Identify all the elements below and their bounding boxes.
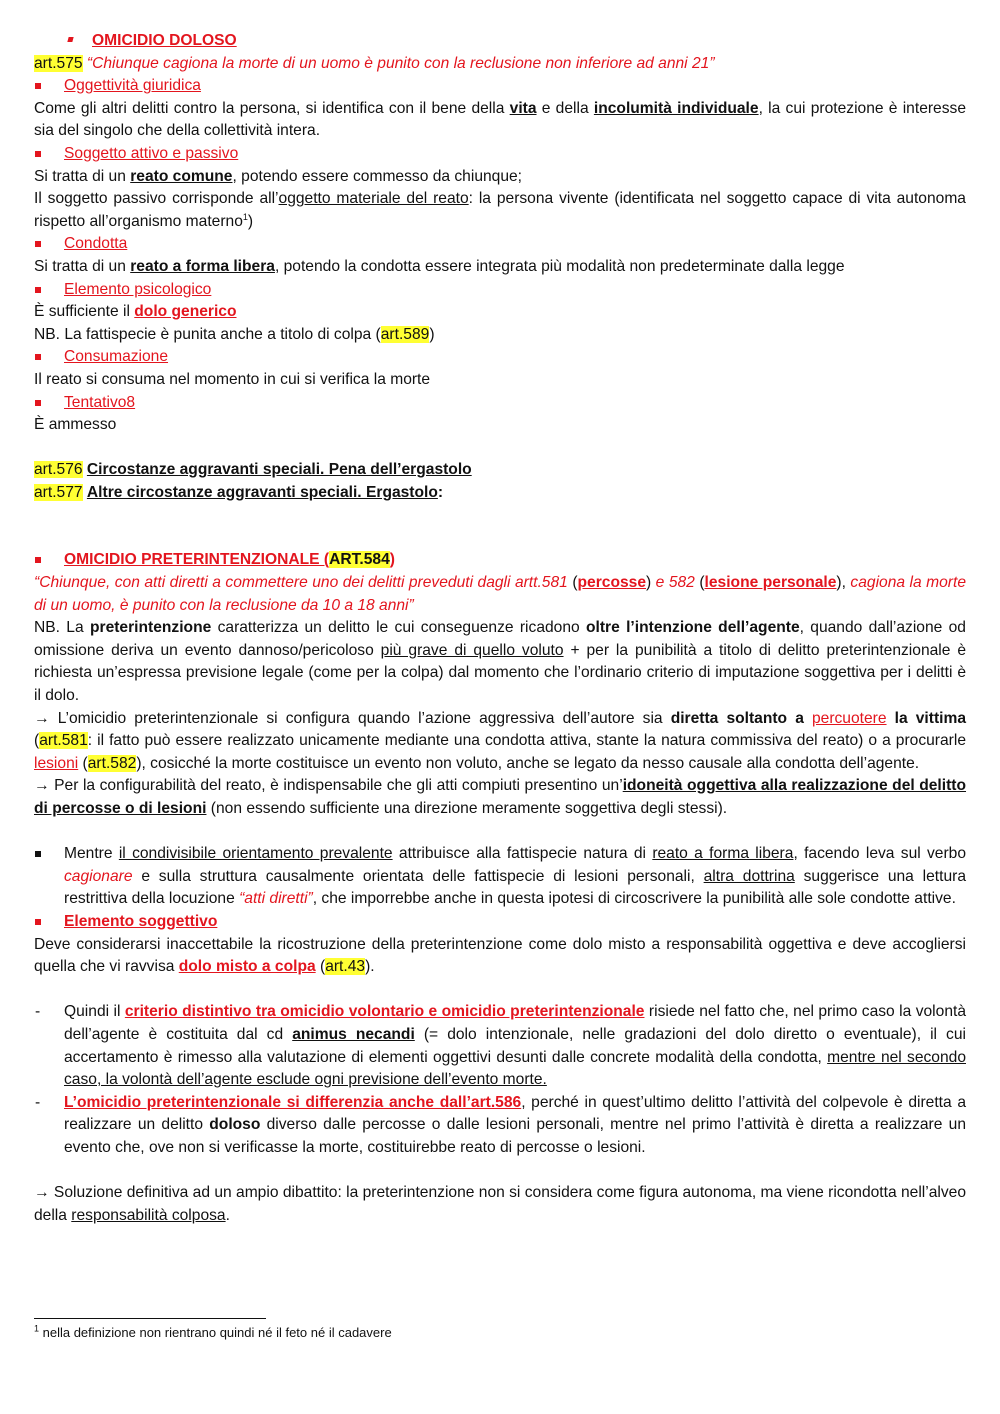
term-preterintenzione: preterintenzione [89,619,212,637]
bullet-icon [35,400,41,406]
term-orientamento: il condivisibile orientamento prevalente [118,845,393,863]
subheading-text: Soggetto attivo e passivo [64,144,239,162]
footnote [34,1325,392,1340]
section-heading-omicidio-preterintenzionale [34,549,966,572]
term-lesione: lesione personale [704,574,837,592]
paragraph-nb-preterintenzione [34,617,966,707]
text: caratterizza un delitto le cui conseguenze ricadono [211,619,586,637]
term-percuotere: percuotere [811,709,887,727]
text: , che imporrebbe anche in questa ipotesi di circoscrivere la punibilità alle sole condotte attive. [312,890,956,908]
term-animus-necandi: animus necandi [292,1025,415,1043]
arrow-right-icon: → [34,777,50,795]
text: : il fatto può essere realizzato unicamente mediante una condotta attiva, stante la natura commissiva del reato) o a procurarle [87,732,966,750]
subheading-consumazione [34,346,966,369]
text: “Chiunque, con atti diretti a commettere uno dei delitti preveduti dagli artt.581 [34,574,573,592]
text: ), [836,574,846,592]
paragraph-oggettivita [34,98,966,143]
footnote-ref[interactable]: 1 [242,211,248,222]
article-title: Circostanze aggravanti speciali. Pena dell’ergastolo [86,461,472,479]
text: : [437,483,444,501]
term-atti-diretti: “atti diretti” [239,890,313,908]
term-altra-dottrina: altra dottrina [703,867,795,885]
paragraph-arrow-configurabilita [34,775,966,820]
term-oggetto-materiale: oggetto materiale del reato [278,190,469,208]
text: diverso dalle percosse o dalle lesioni personali, mentre nel primo l’attività è diretta a realizzare un evento che, ove non si verificasse la morte, costituirebbe reato di percosse o lesioni. [64,1116,966,1156]
term-reato-comune: reato comune [130,167,233,185]
subheading-text: Elemento soggettivo [64,912,218,930]
arrow-right-icon: → [34,1184,50,1202]
paragraph-soggetto-2 [34,188,966,233]
text: ), cosicché la morte costituisce un evento non voluto, anche se legato da nesso causale alla condotta dell’agente. [136,754,920,772]
list-item-mentre [34,843,966,911]
list-item-art586 [34,1092,966,1160]
term-lesioni: lesioni [34,754,79,772]
term-secondo-caso: mentre nel secondo caso, la volontà dell’agente esclude ogni previsione dell’evento morte. [64,1048,966,1089]
text: ( [572,574,578,592]
paragraph-soluzione [34,1182,966,1227]
dash-marker: - [35,1003,41,1021]
subheading-text: Elemento psicologico [64,280,212,298]
text: ) [646,574,652,592]
term-vittima: la vittima [886,709,967,727]
bullet-icon [35,83,41,89]
text: Quindi il [64,1003,125,1021]
text: e 582 [651,574,700,592]
term-percosse: percosse [577,574,646,592]
dash-marker: - [35,1093,41,1111]
term-piu-grave: più grave di quello voluto [380,641,564,659]
term-diretta: diretta soltanto a [670,709,812,727]
text: Mentre [64,845,119,863]
paragraph-tentativo: È ammesso [34,416,117,434]
text: Si tratta di un [34,257,131,275]
paragraph-elemento-soggettivo [34,934,966,979]
text: risiede nel fatto che, nel primo caso la volontà dell’agente è costituita dal cd [64,1003,966,1043]
text: , facendo leva sul verbo [793,845,967,863]
term-idoneita: idoneità oggettiva alla realizzazione del delitto di percosse o di lesioni [34,777,967,817]
footnote-text: nella definizione non rientrano quindi né il feto né il cadavere [39,1325,392,1340]
text: attribuisce alla fattispecie natura di [392,845,653,863]
text: e della [536,99,594,117]
term-criterio: criterio distintivo tra omicidio volontario e omicidio preterintenzionale [124,1003,645,1021]
term-cagionare: cagionare [64,867,133,885]
article-ref: art.577 [34,483,83,501]
term-responsabilita-colposa: responsabilità colposa [71,1206,226,1224]
paragraph-consumazione: Il reato si consuma nel momento in cui si verifica la morte [34,370,431,388]
text: ) [247,212,254,230]
term-forma-libera: reato a forma libera [652,845,794,863]
article-577 [34,482,966,505]
bullet-icon [35,919,41,925]
subheading-soggetto [34,143,966,166]
term-vita: vita [509,99,537,117]
subheading-text: Consumazione [64,348,169,366]
text: ) [429,325,435,343]
heading-text: OMICIDIO DOLOSO [92,32,237,49]
arrow-right-icon: → [34,709,50,727]
section-heading-omicidio-doloso [34,30,966,53]
footnote-number: 1 [34,1323,40,1334]
text: ( [699,574,705,592]
text: , perché in quest’ultimo delitto l’attività del colpevole è diretta a realizzare un delitto [64,1093,966,1134]
text: Come gli altri delitti contro la persona, si identifica con il bene della [34,99,510,117]
text: Il soggetto passivo corrisponde all’ [34,190,279,208]
article-ref: art.581 [39,732,88,750]
term-dolo-misto: dolo misto a colpa [178,958,316,976]
subheading-elemento-soggettivo [34,911,966,934]
bullet-icon [35,354,41,360]
text: e sulla struttura causalmente orientata delle fattispecie di lesioni personali, [132,867,704,885]
text: suggerisce una lettura restrittiva della locuzione [64,867,967,908]
text: NB. La [34,619,90,637]
heading-text: OMICIDIO PRETERINTENZIONALE ( [64,551,330,569]
text: (= dolo intenzionale, nelle gradazioni del dolo diretto o eventuale), il cui accertamento è rimesso alla valutazione di elementi oggettivi desunti dalle concrete modalità della condotta, [64,1025,966,1066]
paragraph-arrow-configura [34,708,966,776]
text: , quando dall’azione od omissione deriva un evento dannoso/pericoloso [34,619,966,659]
text: Per la configurabilità del reato, è indispensabile che gli atti compiuti presentino un’ [49,777,623,795]
text: Deve considerarsi inaccettabile la ricostruzione della preterintenzione come dolo misto a responsabilità oggettiva e deve accogliersi quella che vi ravvisa [34,935,966,976]
text: Si tratta di un [34,167,131,185]
article-ref: art.576 [34,461,83,479]
footnote-separator [34,1318,266,1319]
term-forma-libera: reato a forma libera [130,257,275,275]
term-oltre: oltre l’intenzione dell’agente [586,619,800,637]
subheading-text: Condotta [64,235,128,253]
subheading-tentativo [34,392,966,415]
article-ref: art.575 [34,54,83,72]
term-omicidio-586: L’omicidio preterintenzionale si differenzia anche dall’art.586 [64,1093,522,1111]
list-item-criterio [34,1001,966,1091]
article-575 [34,53,966,76]
text: NB. La fattispecie è punita anche a titolo di colpa ( [34,325,381,343]
subheading-oggettivita [34,75,966,98]
article-ref: art.43 [325,958,366,976]
article-ref: ART.584 [329,551,390,569]
subheading-text: Tentativo8 [64,393,136,411]
paragraph-condotta [34,256,966,279]
article-ref: art.589 [380,325,430,343]
text: È sufficiente il [34,303,135,321]
subheading-text: Oggettività giuridica [64,77,201,95]
subheading-elemento-psicologico [34,279,966,302]
bullet-icon [35,151,41,157]
subheading-condotta [34,233,966,256]
text: , potendo essere commesso da chiunque; [232,167,523,185]
text: + per la punibilità a titolo di delitto preterintenzionale è richiesta un’espressa previsione legale (come per la colpa) dal momento che l’ordinario criterio di imputazione soggettiva per i delitti è il dolo. [34,641,967,705]
paragraph-soggetto-1 [34,166,966,189]
bullet-icon [35,557,41,563]
article-576 [34,459,966,482]
text: ( [34,732,40,750]
document-page [34,30,966,1227]
text: ( [78,754,88,772]
text: Soluzione definitiva ad un ampio dibattito: la preterintenzione non si considera come figura autonoma, ma viene ricondotta nell’alveo della [34,1184,966,1224]
text: ) [389,551,395,569]
text: . [225,1206,230,1224]
bullet-icon [35,851,41,857]
text: , la cui protezione è interesse sia del singolo che della collettività intera. [34,99,966,140]
paragraph-elemento [34,301,966,324]
text: ( [315,958,326,976]
article-quote: “Chiunque cagiona la morte di un uomo è punito con la reclusione non inferiore ad anni 21” [82,54,715,72]
text: ). [365,958,375,976]
term-dolo-generico: dolo generico [134,303,237,321]
paragraph-nb-colpa [34,324,966,347]
term-doloso: doloso [209,1116,261,1134]
article-584-quote [34,572,966,617]
article-title: Altre circostanze aggravanti speciali. Ergastolo [86,483,438,501]
text: , potendo la condotta essere integrata più modalità non predeterminate dalla legge [274,257,845,275]
article-ref: art.582 [87,754,137,772]
text: L’omicidio preterintenzionale si configura quando l’azione aggressiva dell’autore sia [49,709,671,727]
bullet-icon [35,287,41,293]
bullet-icon [35,241,41,247]
text: : la persona vivente (identificata nel soggetto capace di vita autonoma rispetto all’organismo materno [34,190,966,230]
text: cagiona la morte di un uomo, è punito con la reclusione da 10 a 18 anni” [34,574,967,614]
term-incolumita: incolumità individuale [593,99,759,117]
text: (non essendo sufficiente una direzione meramente soggettiva degli stessi). [206,800,728,817]
